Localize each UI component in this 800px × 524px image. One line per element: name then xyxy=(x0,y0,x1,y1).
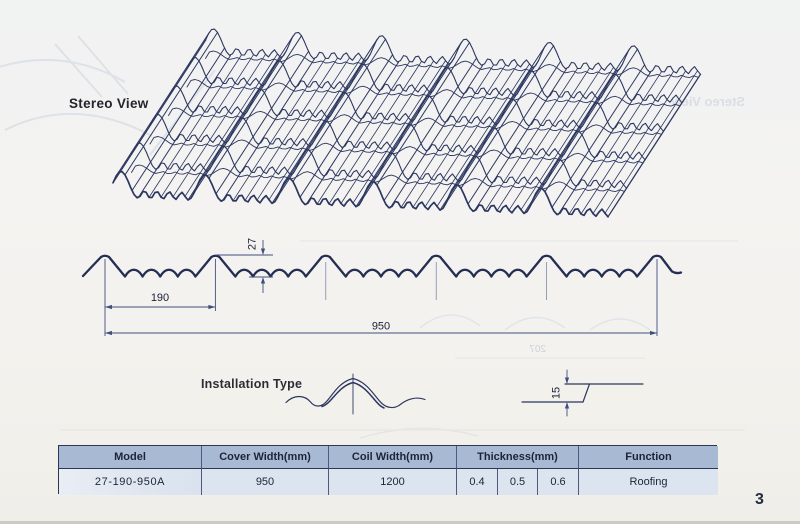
dim-cover-width: 950 xyxy=(371,320,391,333)
dim-rib-pitch: 190 xyxy=(150,292,170,304)
watermark-mirrored-number: 207 xyxy=(529,344,546,355)
dim-overlap-height: 15 xyxy=(550,386,563,400)
profile-dimension-text xyxy=(151,238,390,333)
stereo-view-label: Stereo View xyxy=(69,96,149,111)
col-header-function: Function xyxy=(578,446,718,469)
watermark-mirrored-title: Stereo View xyxy=(671,94,745,109)
cell-model: 27-190-950A xyxy=(59,469,201,496)
cell-function: Roofing xyxy=(578,469,718,496)
cell-thickness-2: 0.5 xyxy=(497,469,537,496)
installation-sketch xyxy=(286,374,425,414)
stereo-view-wireframe xyxy=(113,29,701,217)
col-header-thickness: Thickness(mm) xyxy=(456,446,578,469)
cell-thickness-1: 0.4 xyxy=(456,469,497,496)
watermark-ghost-text xyxy=(529,94,745,355)
spec-table xyxy=(58,445,717,494)
cell-thickness-3: 0.6 xyxy=(537,469,578,496)
installation-type-label: Installation Type xyxy=(201,377,303,391)
overlap-detail xyxy=(522,370,643,416)
cell-cover-width: 950 xyxy=(201,469,328,496)
col-header-model: Model xyxy=(59,446,201,469)
col-header-coil-width: Coil Width(mm) xyxy=(328,446,456,469)
profile-cross-section xyxy=(83,256,681,277)
page-number: 3 xyxy=(755,491,764,508)
cell-coil-width: 1200 xyxy=(328,469,456,496)
col-header-cover-width: Cover Width(mm) xyxy=(201,446,328,469)
dim-rib-height: 27 xyxy=(246,237,259,251)
overlap-detail-arrows xyxy=(565,378,569,409)
